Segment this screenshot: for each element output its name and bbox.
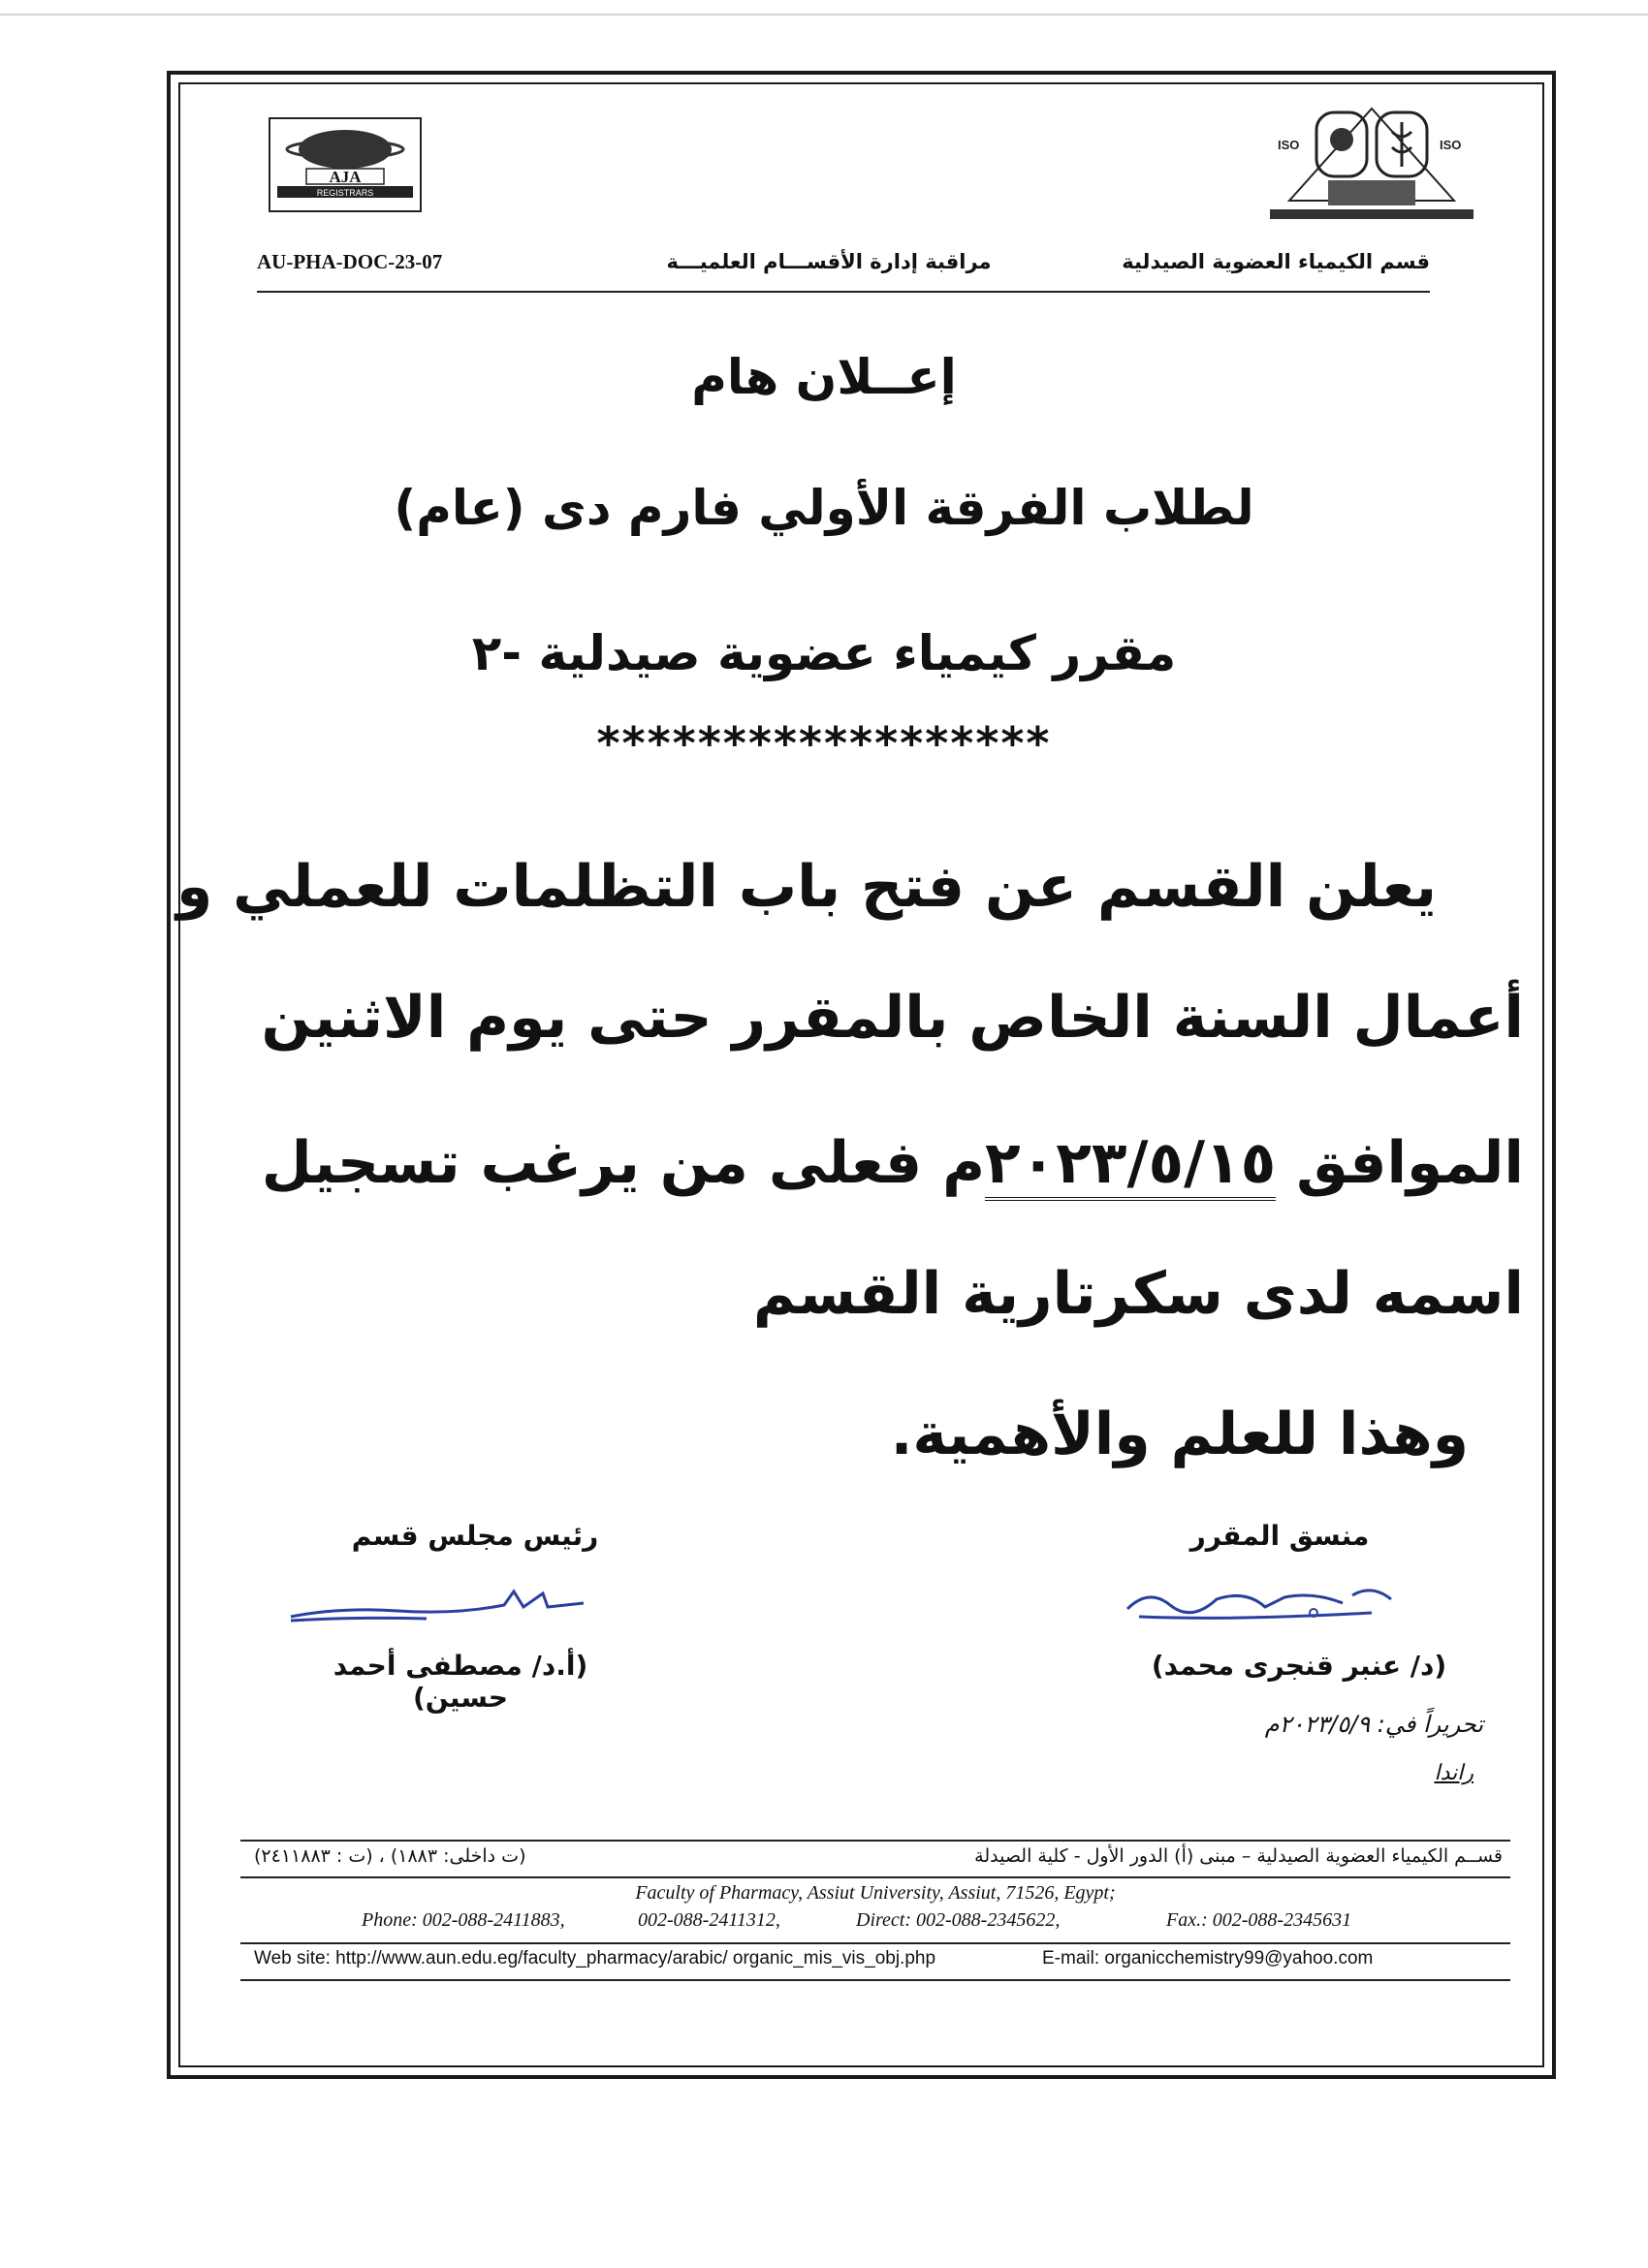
aja-registrars-logo <box>268 116 423 213</box>
footer-direct: Direct: 002-088-2345622, <box>856 1909 1061 1931</box>
footer-website-link[interactable]: Web site: http://www.aun.edu.eg/faculty_pharmacy/arabic/ organic_mis_vis_obj.php <box>254 1948 936 1969</box>
footer-phone: Phone: 002-088-2411883, <box>362 1909 565 1931</box>
body-line-4: اسمه لدى سكرتارية القسم <box>752 1260 1524 1328</box>
body-line-3-post: م فعلى من يرغب تسجيل <box>261 1129 986 1197</box>
course-title: مقرر كيمياء عضوية صيدلية -٢ <box>471 625 1177 681</box>
written-on-date: تحريراً في: ٢٠٢٣/٥/٩م <box>1264 1711 1483 1738</box>
body-line-3-pre: الموافق <box>1276 1129 1524 1197</box>
body-line-1: يعلن القسم عن فتح باب التظلمات للعملي و <box>175 853 1437 921</box>
clerk-initials: راندا <box>1434 1761 1474 1785</box>
footer-email-link[interactable]: E-mail: organicchemistry99@yahoo.com <box>1042 1948 1374 1969</box>
doc-code: AU-PHA-DOC-23-07 <box>257 250 443 273</box>
document-header <box>257 250 1430 283</box>
body-line-2: أعمال السنة الخاص بالمقرر حتى يوم الاثنين <box>261 984 1524 1052</box>
footer-fax: Fax.: 002-088-2345631 <box>1166 1909 1352 1931</box>
department-head-name: (أ.د/ مصطفى أحمد حسين) <box>333 1650 588 1714</box>
audience-title: لطلاب الفرقة الأولي فارم دى (عام) <box>394 480 1254 536</box>
footer-address-en: Faculty of Pharmacy, Assiut University, Assiut, 71526, Egypt; <box>635 1882 1116 1904</box>
body-line-5: وهذا للعلم والأهمية. <box>890 1401 1469 1468</box>
footer-divider-2 <box>240 1876 1510 1878</box>
aja-logo-subtext: REGISTRARS <box>316 188 374 198</box>
course-coordinator-signature <box>1120 1570 1410 1628</box>
footer-phone-2: 002-088-2411312, <box>638 1909 780 1931</box>
aja-logo-text: AJA <box>329 168 362 186</box>
iso-label-right: ISO <box>1440 138 1462 152</box>
deadline-date: ٢٠٢٣/٥/١٥ <box>985 1129 1276 1201</box>
scan-edge-line <box>0 14 1648 16</box>
announcement-title: إعــلان هام <box>691 349 957 405</box>
footer-divider-1 <box>240 1840 1510 1842</box>
iso-label-left: ISO <box>1278 138 1300 152</box>
monitoring-label: مراقبة إدارة الأقســـام العلميـــة <box>666 250 992 273</box>
course-coordinator-title: منسق المقرر <box>1189 1520 1370 1552</box>
star-separator: ****************** <box>596 717 1052 770</box>
footer-divider-4 <box>240 1979 1510 1981</box>
footer-divider-3 <box>240 1942 1510 1944</box>
department-head-signature <box>281 1572 591 1630</box>
footer-phone-arabic: (ت داخلى: ١٨٨٣) ، (ت : ٢٤١١٨٨٣) <box>254 1845 526 1867</box>
footer-department-address: قســم الكيمياء العضوية الصيدلية – مبنى (أ) الدور الأول - كلية الصيدلة <box>974 1845 1503 1867</box>
header-divider <box>257 291 1430 293</box>
department-label: قسم الكيمياء العضوية الصيدلية <box>1122 250 1430 273</box>
body-line-3 <box>261 1129 1524 1197</box>
faculty-iso-logo <box>1260 99 1483 235</box>
department-head-title: رئيس مجلس قسم <box>351 1520 599 1552</box>
course-coordinator-name: (د/ عنبر قنجرى محمد) <box>1151 1650 1447 1682</box>
